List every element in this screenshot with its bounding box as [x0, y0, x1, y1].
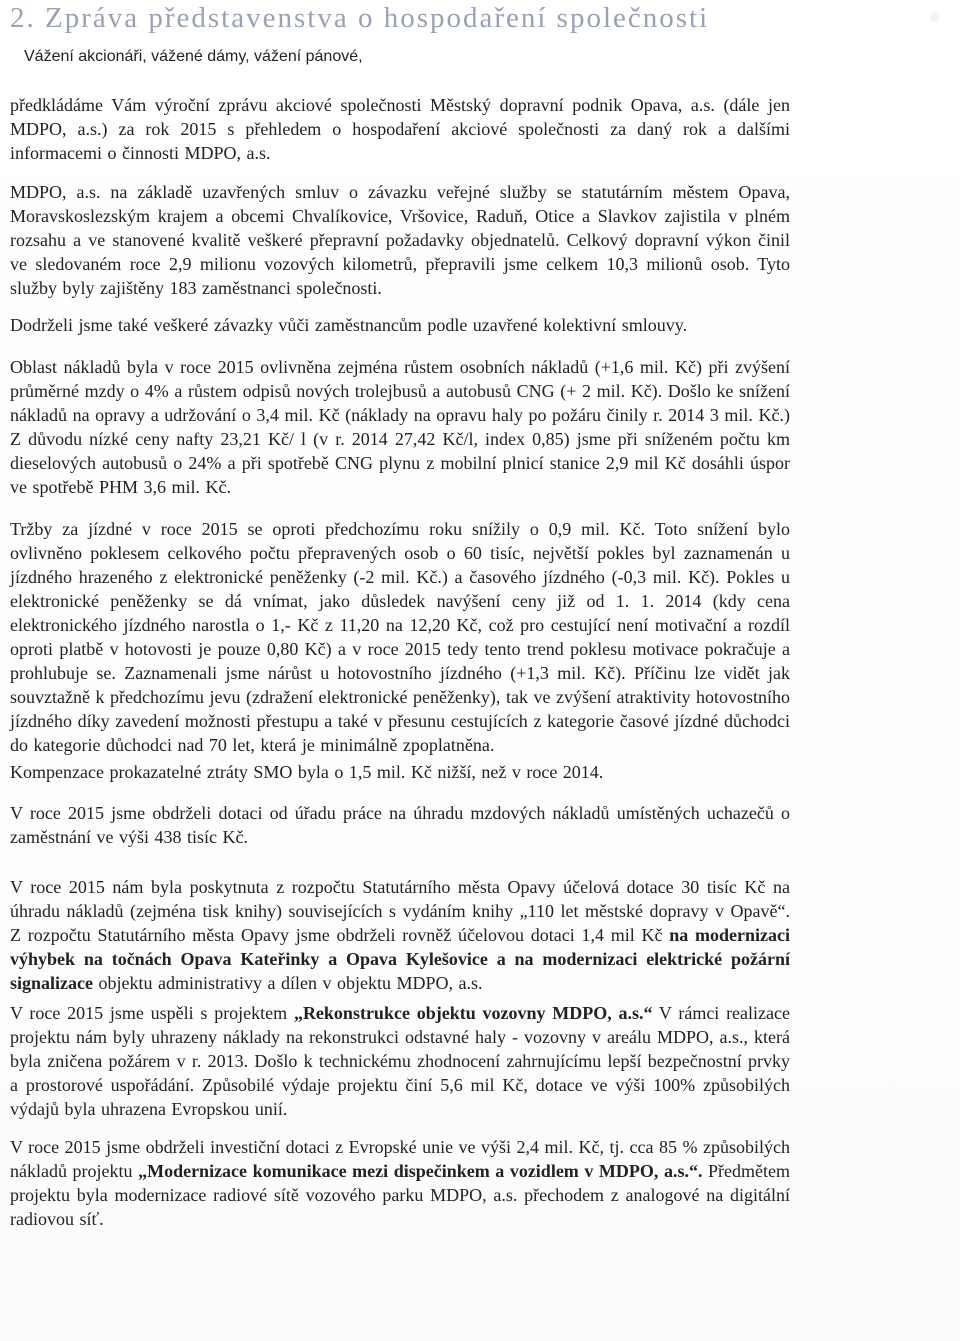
paragraph-service-performance: MDPO, a.s. na základě uzavřených smluv o závazku veřejné služby se statutárním městem Opava, Moravskoslezským krajem a obcemi Chvalíkovice, Vršovice, Raduň, Otice a Slavkov zajistila v plném rozsahu a ve stanovené kvalitě veškeré přepravní požadavky objednatelů. Celkový dopravní výkon činil ve sledovaném roce 2,9 milionu vozových kilometrů, přepravili jsme celkem 10,3 milionů osob. Tyto služby byly zajištěny 183 zaměstnanci společnosti.	[10, 182, 790, 298]
greeting-line: Vážení akcionáři, vážené dámy, vážení pánové,	[24, 48, 363, 65]
city-grants-bold: na modernizaci výhybek na točnách Opava Kateřinky a Opava Kylešovice a na modernizaci elektrické požární signalizace	[10, 925, 790, 993]
depot-project-text-end: V rámci realizace projektu nám byly uhrazeny náklady na rekonstrukci odstavné haly - vozovny v areálu MDPO, a.s., která byla zničena požárem v r. 2013. Došlo k technickému zhodnocení zahrnujícímu lepší bezpečnostní prvky a prostorové uspořádání. Způsobilé výdaje projektu činí 5,6 mil Kč, dotace ve výši 100% způsobilých výdajů byla uhrazena Evropskou unií.	[10, 1003, 790, 1119]
paragraph-depot-project	[10, 1001, 790, 1121]
radio-project-text-end: Předmětem projektu byla modernizace radiové sítě vozového parku MDPO, a.s. přechodem z analogové na digitální radiovou síť.	[10, 1161, 790, 1229]
paragraph-costs: Oblast nákladů byla v roce 2015 ovlivněna zejména růstem osobních nákladů (+1,6 mil. Kč) při zvýšení průměrné mzdy o 4% a růstem odpisů nových trolejbusů a autobusů CNG (+ 2 mil. Kč). Došlo ke snížení nákladů na opravy a udržování o 3,4 mil. Kč (náklady na opravu haly po požáru činily r. 2014 3 mil. Kč.) Z důvodu nízké ceny nafty 23,21 Kč/ l (v r. 2014 27,42 Kč/l, index 0,85) jsme při sníženém počtu km dieselových autobusů o 24% a při spotřebě CNG plynu z mobilní plnicí stanice 2,9 mil Kč dosáhli úspor ve spotřebě PHM 3,6 mil. Kč.	[10, 357, 790, 497]
radio-project-bold: „Modernizace komunikace mezi dispečinkem a vozidlem v MDPO, a.s.“.	[138, 1161, 703, 1181]
page-title: 2. Zpráva představenstva o hospodaření společnosti	[10, 2, 710, 34]
paragraph-labor-office-grant: V roce 2015 jsme obdrželi dotaci od úřadu práce na úhradu mzdových nákladů umístěných uchazečů o zaměstnání ve výši 438 tisíc Kč.	[10, 803, 790, 847]
paragraph-intro: předkládáme Vám výroční zprávu akciové společnosti Městský dopravní podnik Opava, a.s. (dále jen MDPO, a.s.) za rok 2015 s přehledem o hospodaření akciové společnosti za daný rok a dalšími informacemi o činnosti MDPO, a.s.	[10, 95, 790, 163]
city-grants-text-end: objektu administrativy a dílen v objektu MDPO, a.s.	[93, 973, 483, 993]
depot-project-text-start: V roce 2015 jsme uspěli s projektem	[10, 1003, 294, 1023]
depot-project-bold: „Rekonstrukce objektu vozovny MDPO, a.s.“	[293, 1003, 653, 1023]
scan-dot	[930, 12, 940, 22]
paragraph-fare-revenue: Tržby za jízdné v roce 2015 se oproti předchozímu roku snížily o 0,9 mil. Kč. Toto snížení bylo ovlivněno poklesem celkového počtu přepravených osob o 60 tisíc, největší pokles byl zaznamenán u jízdného hrazeného z elektronické peněženky (-2 mil. Kč.) a časového jízdného (-0,3 mil. Kč). Pokles u elektronické peněženky se dá vnímat, jako důsledek navýšení ceny již od 1. 1. 2014 (kdy cena elektronického jízdného narostla o 1,- Kč z 11,20 na 12,20 Kč, což pro cestující není motivační a rozdíl oproti platbě v hotovosti je pouze 0,80 Kč) a v roce 2015 tedy tento trend poklesu motivace pokračuje a prohlubuje se. Zaznamenali jsme nárůst u hotovostního jízdného (+1,3 mil. Kč). Příčinu lze vidět jak souvztažně k předchozímu jevu (zdražení elektronické peněženky), tak ve zvýšení atraktivity hotovostního jízdného díky zavedení možnosti přestupu a také v přesunu cestujících z kategorie časové jízdné důchodci do kategorie důchodci nad 70 let, která je minimálně zpoplatněna.	[10, 519, 790, 755]
city-grants-text-start: V roce 2015 nám byla poskytnuta z rozpočtu Statutárního města Opavy účelová dotace 30 tisíc Kč na úhradu nákladů (zejména tisk knihy) souvisejících s vydáním knihy „110 let městské dopravy v Opavě“. Z rozpočtu Statutárního města Opavy jsme obdrželi rovněž účelovou dotaci 1,4 mil Kč	[10, 877, 790, 945]
paragraph-compensation: Kompenzace prokazatelné ztráty SMO byla o 1,5 mil. Kč nižší, než v roce 2014.	[10, 762, 604, 782]
paragraph-city-grants	[10, 875, 790, 995]
radio-project-text-start: V roce 2015 jsme obdrželi investiční dotaci z Evropské unie ve výši 2,4 mil. Kč, tj. cca 85 % způsobilých nákladů projektu	[10, 1137, 790, 1181]
paragraph-collective-agreement: Dodrželi jsme také veškeré závazky vůči zaměstnancům podle uzavřené kolektivní smlouvy.	[10, 315, 688, 335]
paragraph-radio-project	[10, 1135, 790, 1231]
